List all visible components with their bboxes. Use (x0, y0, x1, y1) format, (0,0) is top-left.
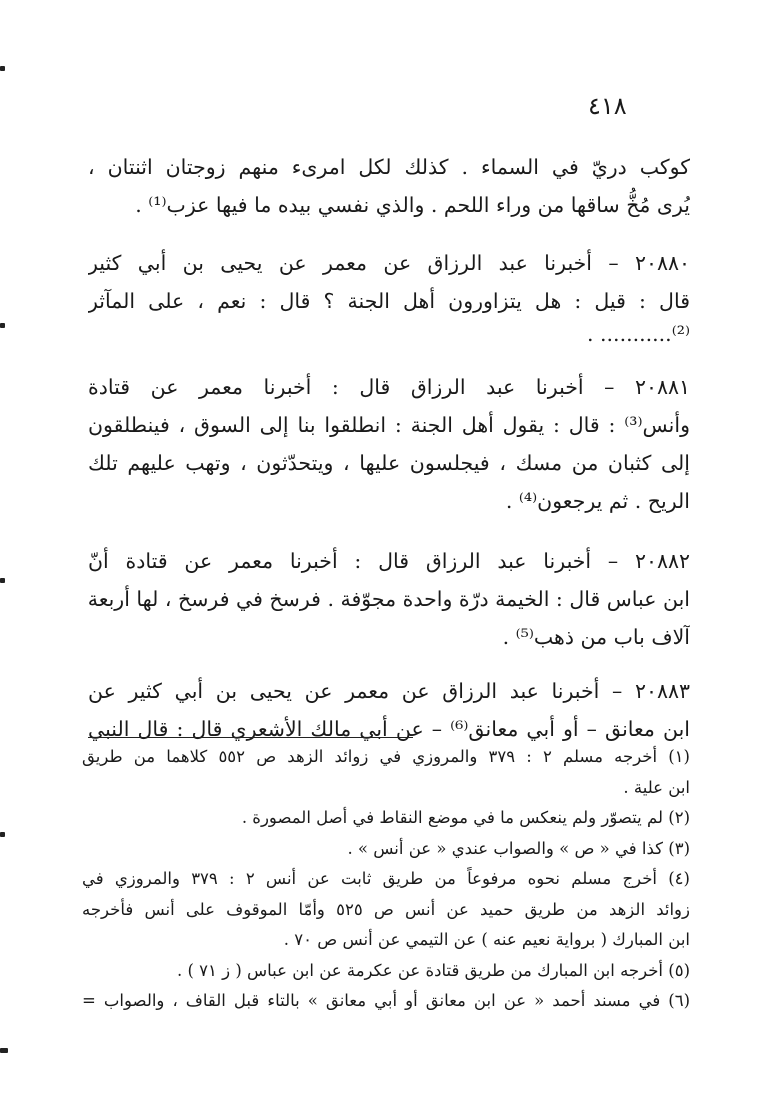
page-number: ٤١٨ (588, 92, 627, 120)
scan-mark (0, 1048, 8, 1053)
footnote-line: زوائد الزهد من طريق حميد عن أنس ص ٥٢٥ وأمّا الموقوف على أنس فأخرجه (82, 899, 690, 919)
scan-mark (0, 832, 5, 837)
scan-mark (0, 66, 5, 71)
text-line: الريح . ثم يرجعون⁽⁴⁾ . (505, 489, 690, 513)
footnote-line: (٥) أخرجه ابن المبارك من طريق قتادة عن عكرمة عن ابن عباس ( ز ٧١ ) . (176, 960, 690, 980)
text-line: إلى كثبان من مسك ، فيجلسون عليها ، ويتحدّثون ، وتهب عليهم تلك (88, 451, 690, 475)
footnote-line: (١) أخرجه مسلم ٢ : ٣٧٩ والمروزي في زوائد الزهد ص ٥٥٢ كلاهما من طريق (82, 747, 690, 766)
text-line: قال : قيل : هل يتزاورون أهل الجنة ؟ قال : نعم ، على المآثر (88, 289, 690, 313)
text-line: آلاف باب من ذهب⁽⁵⁾ . (502, 625, 690, 649)
footnote-line: (٢) لم يتصوّر ولم ينعكس ما في موضع النقاط في أصل المصورة . (241, 808, 690, 827)
text-line: وأنس⁽³⁾ : قال : يقول أهل الجنة : انطلقوا بنا إلى السوق ، فينطلقون (88, 413, 690, 437)
footnotes (82, 742, 690, 1017)
footnote-line: (٣) كذا في « ص » والصواب عندي « عن أنس » . (347, 838, 690, 858)
text-line: ٢٠٨٨٠ – أخبرنا عبد الرزاق عن معمر عن يحيى بن أبي كثير (88, 251, 690, 275)
text-line: يُرى مُخُّ ساقها من وراء اللحم . والذي نفسي بيده ما فيها عزب⁽¹⁾ . (135, 193, 690, 217)
footnote-separator (88, 737, 413, 738)
scan-mark (0, 578, 5, 583)
text-line: ابن عباس قال : الخيمة درّة واحدة مجوّفة . فرسخ في فرسخ ، لها أربعة (88, 587, 690, 611)
main-text (88, 148, 690, 748)
footnote-line: (٦) في مسند أحمد « عن ابن معانق أو أبي معانق » بالتاء قبل القاف ، والصواب = (82, 991, 690, 1010)
footnote-line: (٤) أخرج مسلم نحوه مرفوعاً من طريق ثابت عن أنس ٢ : ٣٧٩ والمروزي في (82, 869, 690, 888)
scan-mark (0, 323, 5, 328)
text-line: ٢٠٨٨٣ – أخبرنا عبد الرزاق عن معمر عن يحيى بن أبي كثير عن (88, 679, 690, 703)
text-line: ٢٠٨٨٢ – أخبرنا عبد الرزاق قال : أخبرنا معمر عن قتادة أنّ (88, 549, 690, 573)
footnote-line: ابن المبارك ( برواية نعيم عنه ) عن التيمي عن أنس ص ٧٠ . (283, 930, 690, 949)
text-line: كوكب دريّ في السماء . كذلك لكل امرىء منهم زوجتان اثنتان ، (88, 155, 690, 179)
text-line: ٢٠٨٨١ – أخبرنا عبد الرزاق قال : أخبرنا معمر عن قتادة (88, 375, 690, 399)
text-line: ابن معانق – أو أبي معانق⁽⁶⁾ – عن أبي مالك الأشعري قال : قال النبي (88, 717, 690, 741)
footnote-line: ابن علية . (623, 777, 690, 797)
text-line: ⁽²⁾........... . (586, 322, 690, 346)
